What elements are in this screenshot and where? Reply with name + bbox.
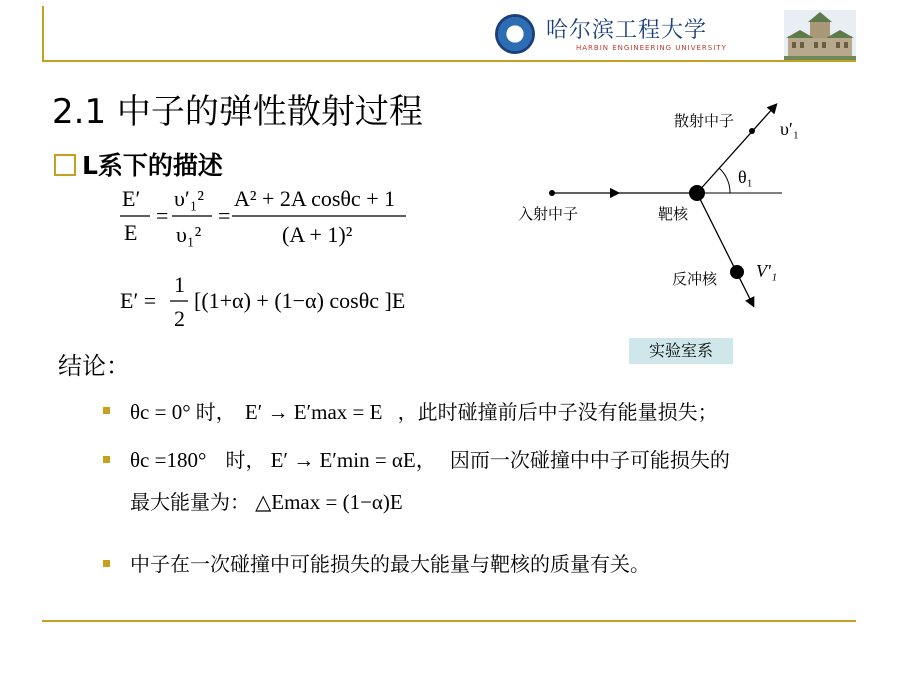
bullet-item-1 [130,396,718,425]
label-incident-neutron: 入射中子 [518,205,579,223]
label-scattered-neutron: 散射中子 [674,112,735,130]
label-target-nucleus: 靶核 [658,205,689,223]
label-recoil-nucleus: 反冲核 [672,270,718,288]
bullet2-condition: θc =180° [130,448,207,472]
energy-ratio-equation [110,180,430,256]
eq1-num1: E′ [122,186,141,211]
eq2-lhs: E′ = [120,288,157,313]
bullet-icon [103,407,110,414]
university-name-en: HARBIN ENGINEERING UNIVERSITY [576,44,727,52]
section-subtitle [54,146,223,182]
university-seal-icon [495,14,535,54]
bullet-item-2 [130,444,730,474]
footer-divider [42,620,856,622]
bullet1-text: ，此时碰撞前后中子没有能量损失； [397,400,718,424]
eq1-den2: υ₁² [176,222,202,247]
bullet2-formula2: △Emax = (1−α)E [255,490,403,514]
bullet-item-2-line2 [130,486,403,515]
checkbox-bullet-icon [54,154,76,176]
bullet-icon [103,456,110,463]
university-name-cn: 哈尔滨工程大学 [546,18,708,43]
label-v1-prime: υ′₁ [780,119,800,139]
page-title: 2.1 中子的弹性散射过程 [52,92,423,132]
label-theta1: θ₁ [738,167,753,187]
eq1-num3: A² + 2A cosθc + 1 [234,186,396,211]
bullet2-formula: E′ → E′min = αE， [270,448,437,472]
eq1-num2: υ′₁² [174,186,204,211]
energy-formula [110,272,470,336]
header-vertical-rule [42,6,44,61]
bullet2-line2: 最大能量为： [130,490,250,514]
conclusion-label: 结论： [58,352,130,380]
bullet2-text: 因而一次碰撞中中子可能损失的 [449,448,730,472]
lab-frame-label: 实验室系 [629,338,733,364]
bullet-icon [103,560,110,567]
scattering-diagram [490,95,830,320]
eq2-frac-den: 2 [174,306,185,331]
eq2-frac-num: 1 [174,272,185,297]
campus-building-icon [784,10,856,60]
bullet2-mid: 时， [225,448,266,472]
label-V1-prime: V′₁ [756,261,778,281]
eq1-den1: E [124,220,138,245]
eq2-rhs: [(1+α) + (1−α) cosθc ]E [194,288,406,313]
bullet1-condition: θc = 0° [130,400,191,424]
bullet1-formula: E′ → E′max = E [244,400,383,424]
svg-text:=: = [156,203,169,228]
eq1-den3: (A + 1)² [282,222,353,247]
svg-text:=: = [218,203,231,228]
bullet1-mid: 时， [195,400,236,424]
bullet-item-3: 中子在一次碰撞中可能损失的最大能量与靶核的质量有关。 [130,552,650,576]
subtitle-text: L系下的描述 [82,151,223,180]
header-divider [42,60,856,62]
